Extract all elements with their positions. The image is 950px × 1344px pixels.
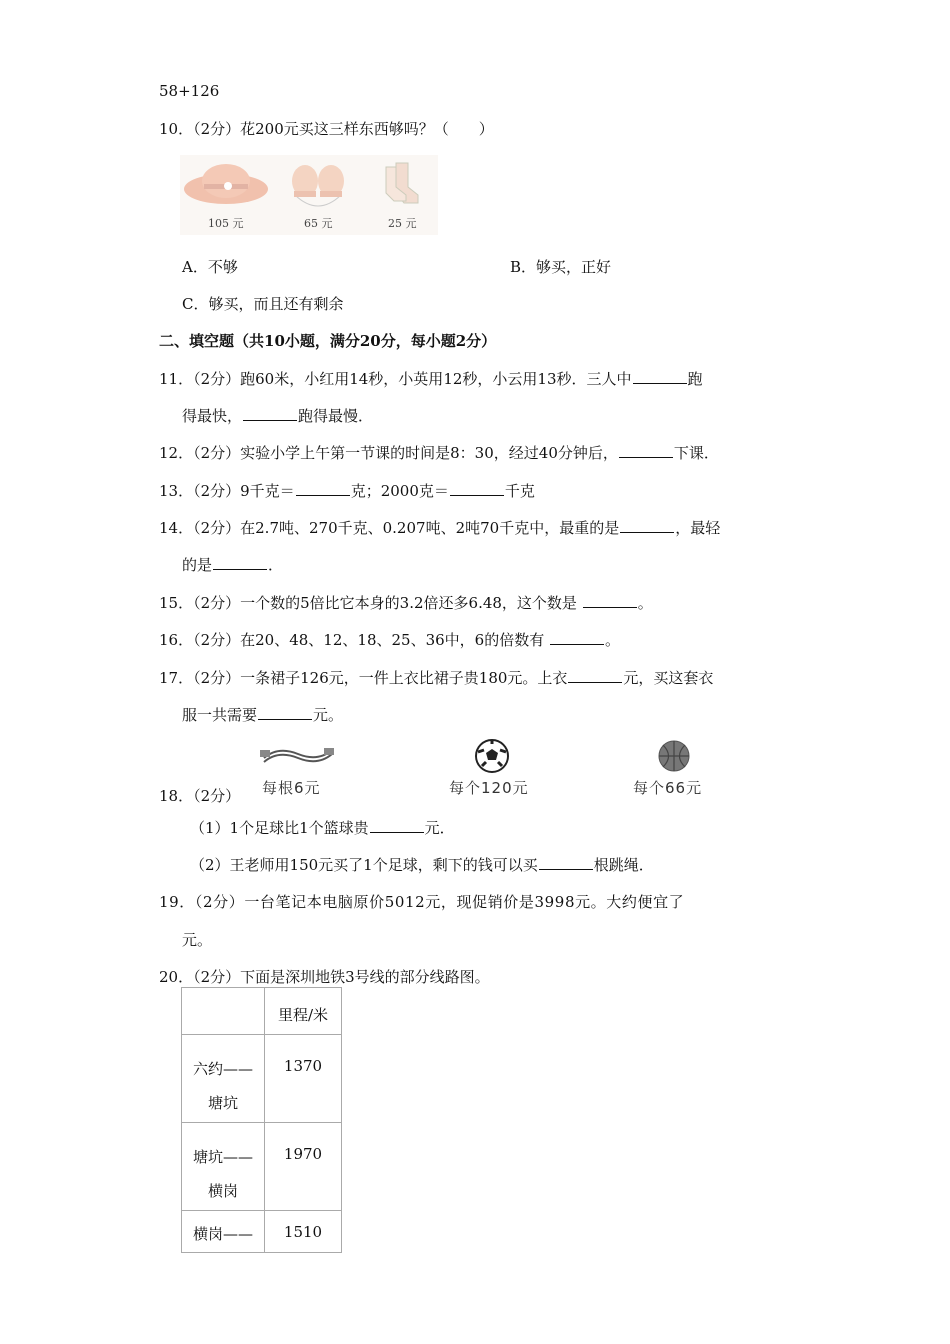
question-19-cont: 元。 <box>182 931 213 949</box>
question-13 <box>159 480 535 501</box>
question-18-part-2 <box>190 854 654 875</box>
question-text: 元． <box>424 819 455 837</box>
question-number: 11． <box>159 370 194 388</box>
question-text: 跑 <box>687 370 703 388</box>
question-text: 服一共需要 <box>182 706 258 724</box>
answer-blank[interactable] <box>568 668 622 683</box>
mittens-price: 65 元 <box>304 217 333 230</box>
question-text: 跑得最慢． <box>298 407 374 425</box>
question-11-cont <box>182 405 373 426</box>
jump-rope-price: 每根6元 <box>262 779 321 797</box>
answer-blank[interactable] <box>550 630 604 645</box>
question-text: （2分）在2.7吨、270千克、0.207吨、2吨70千克中，最重的是 <box>193 519 620 537</box>
table-header-row <box>182 988 342 1035</box>
table-cell: 1970 <box>265 1123 342 1211</box>
option-b: B．够买，正好 <box>510 258 612 276</box>
option-a: A．不够 <box>182 258 238 276</box>
table-row <box>182 1211 342 1253</box>
answer-blank[interactable] <box>243 406 297 421</box>
q10-items-picture <box>180 155 438 235</box>
question-18 <box>159 785 240 806</box>
question-text: （2分）一台笔记本电脑原价5012元，现促销价是3998元。大约便宜了 <box>194 893 685 911</box>
station-to: 塘坑 <box>207 1094 238 1112</box>
station-from: 横岗—— <box>192 1225 253 1243</box>
question-text: （2分）一个数的5倍比它本身的3.2倍还多6.48，这个数是 <box>193 594 582 612</box>
question-number: 13． <box>159 482 194 500</box>
top-expression: 58+126 <box>159 82 220 100</box>
table-row <box>182 1035 342 1123</box>
question-text: （2）王老师用150元买了1个足球，剩下的钱可以买 <box>190 856 538 874</box>
station-from: 六约—— <box>192 1060 253 1078</box>
answer-blank[interactable] <box>583 593 637 608</box>
station-to: 横岗 <box>207 1182 238 1200</box>
question-text: （2分）下面是深圳地铁3号线的部分线路图。 <box>193 968 490 986</box>
question-15 <box>159 592 653 613</box>
answer-blank[interactable] <box>450 481 504 496</box>
table-cell: 1370 <box>265 1035 342 1123</box>
basketball-price: 每个66元 <box>633 779 703 797</box>
question-number: 19． <box>159 893 195 911</box>
hat-price: 105 元 <box>208 217 244 230</box>
question-number: 12． <box>159 444 194 462</box>
table-cell: 1510 <box>265 1211 342 1253</box>
question-text: （1）1个足球比1个篮球贵 <box>190 819 369 837</box>
question-16 <box>159 629 620 650</box>
question-17-cont <box>182 704 343 725</box>
soccer-ball-price: 每个120元 <box>449 779 529 797</box>
answer-blank[interactable] <box>213 555 267 570</box>
table-cell <box>182 988 265 1035</box>
question-number: 20． <box>159 968 194 986</box>
question-text: 千克 <box>504 482 535 500</box>
question-text: 下课． <box>673 444 719 462</box>
question-text: （2分）在20、48、12、18、25、36中，6的倍数有 <box>193 631 549 649</box>
question-text: 元，买这套衣 <box>623 669 714 687</box>
question-text: （2分） <box>193 787 241 805</box>
question-19 <box>159 891 684 912</box>
question-number: 10． <box>159 120 194 138</box>
subway-distance-table <box>181 987 342 1253</box>
question-text: （2分）跑60米，小红用14秒，小英用12秒，小云用13秒．三人中 <box>193 370 632 388</box>
answer-blank[interactable] <box>619 443 673 458</box>
soccer-ball-icon <box>474 738 510 774</box>
answer-blank[interactable] <box>633 369 687 384</box>
question-20 <box>159 966 490 987</box>
question-text: 。 <box>637 594 653 612</box>
answer-blank[interactable] <box>620 518 674 533</box>
answer-blank[interactable] <box>539 855 593 870</box>
question-12 <box>159 442 719 463</box>
question-10 <box>159 118 494 139</box>
answer-blank[interactable] <box>258 705 312 720</box>
question-18-part-1 <box>190 817 455 838</box>
question-11 <box>159 368 703 389</box>
option-c: C．够买，而且还有剩余 <box>182 295 344 313</box>
question-text: 。 <box>604 631 620 649</box>
question-text: 克；2000克＝ <box>350 482 449 500</box>
section-heading: 二、填空题（共10小题，满分20分，每小题2分） <box>159 332 497 350</box>
question-text: ． <box>268 556 284 574</box>
question-number: 17． <box>159 669 194 687</box>
table-cell <box>182 1035 265 1123</box>
question-text: 得最快， <box>182 407 243 425</box>
question-number: 16． <box>159 631 194 649</box>
socks-price: 25 元 <box>388 217 417 230</box>
question-14-cont <box>182 554 283 575</box>
station-from: 塘坑—— <box>192 1148 253 1166</box>
question-number: 14． <box>159 519 194 537</box>
answer-blank[interactable] <box>296 481 350 496</box>
question-17 <box>159 667 713 688</box>
question-text: （2分）实验小学上午第一节课的时间是8：30，经过40分钟后， <box>193 444 618 462</box>
question-14 <box>159 517 720 538</box>
table-cell <box>182 1211 265 1253</box>
question-number: 18． <box>159 787 194 805</box>
table-row <box>182 1123 342 1211</box>
question-number: 15． <box>159 594 194 612</box>
question-text: （2分）一条裙子126元，一件上衣比裙子贵180元。上衣 <box>193 669 568 687</box>
answer-blank[interactable] <box>370 818 424 833</box>
question-text: 元。 <box>313 706 344 724</box>
table-cell <box>182 1123 265 1211</box>
basketball-icon <box>656 739 692 773</box>
table-header: 里程/米 <box>265 988 342 1035</box>
question-text: 根跳绳． <box>593 856 654 874</box>
jump-rope-icon <box>258 742 338 770</box>
question-text: 的是 <box>182 556 213 574</box>
question-text: （2分）9千克＝ <box>193 482 295 500</box>
question-text: （2分）花200元买这三样东西够吗？（ ） <box>193 120 494 138</box>
question-text: ，最轻 <box>675 519 721 537</box>
